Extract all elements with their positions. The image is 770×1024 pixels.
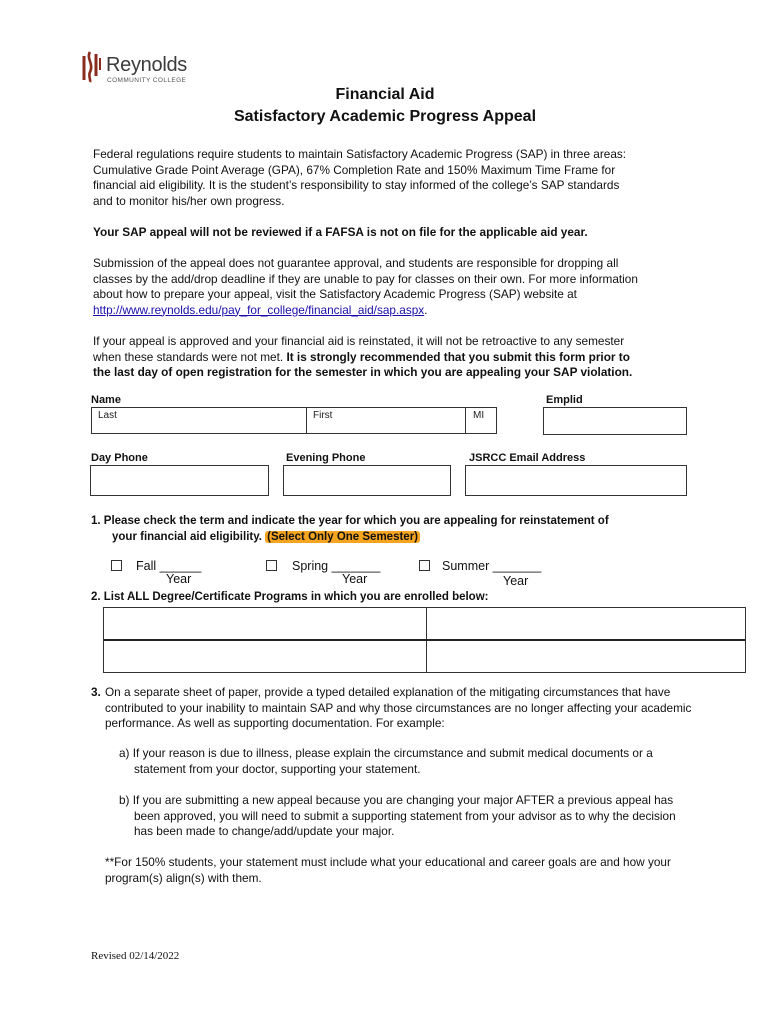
retroactive-paragraph bbox=[93, 334, 693, 381]
evening-phone-label: Evening Phone bbox=[286, 452, 366, 464]
evening-phone-field[interactable] bbox=[283, 465, 451, 496]
intro-paragraph bbox=[93, 147, 693, 209]
first-name-label: First bbox=[313, 410, 333, 421]
question-2: 2. List ALL Degree/Certificate Programs in which you are enrolled below: bbox=[91, 591, 489, 603]
last-name-label: Last bbox=[98, 410, 117, 421]
last-name-field[interactable] bbox=[91, 407, 307, 434]
150-percent-note bbox=[105, 855, 745, 886]
email-field[interactable] bbox=[465, 465, 687, 496]
day-phone-label: Day Phone bbox=[91, 452, 148, 464]
first-name-field[interactable] bbox=[306, 407, 466, 434]
link-suffix: . bbox=[424, 302, 428, 317]
submission-paragraph bbox=[93, 256, 693, 318]
fall-year-label: Year bbox=[166, 572, 192, 586]
fall-term-label: Fall ______ bbox=[136, 559, 202, 573]
retroactive-text: when these standards were not met. bbox=[93, 349, 287, 364]
spring-year-label: Year bbox=[342, 572, 368, 586]
intro-line: financial aid eligibility. It is the student’s responsibility to stay informed of the college’s SAP standards bbox=[93, 178, 620, 192]
select-one-highlight: (Select Only One Semester) bbox=[267, 531, 418, 543]
email-label: JSRCC Email Address bbox=[469, 452, 586, 464]
question-1-line bbox=[91, 529, 731, 545]
example-a-line: a) If your reason is due to illness, please explain the circumstance and submit medical documents or a bbox=[119, 746, 653, 760]
submission-line: classes by the add/drop deadline if they are unable to pay for classes on their own. For more information bbox=[93, 271, 638, 286]
page-title: Financial Aid bbox=[335, 86, 435, 103]
spring-checkbox[interactable] bbox=[266, 560, 277, 571]
question-1 bbox=[91, 513, 731, 545]
fafsa-notice: Your SAP appeal will not be reviewed if a FAFSA is not on file for the applicable aid year. bbox=[93, 225, 588, 239]
intro-line: Cumulative Grade Point Average (GPA), 67% Completion Rate and 150% Maximum Time Frame for bbox=[93, 162, 616, 177]
middle-initial-field[interactable] bbox=[465, 407, 497, 434]
question-3-number: 3. bbox=[91, 685, 101, 699]
emplid-field[interactable] bbox=[543, 407, 687, 435]
fall-checkbox[interactable] bbox=[111, 560, 122, 571]
emplid-label: Emplid bbox=[546, 394, 583, 406]
submission-line: Submission of the appeal does not guarantee approval, and students are responsible for dropping all bbox=[93, 256, 619, 270]
question-1-line: 1. Please check the term and indicate the year for which you are appealing for reinstatement of bbox=[91, 515, 609, 527]
intro-line: and to monitor his/her own progress. bbox=[93, 193, 285, 208]
sap-website-link[interactable]: http://www.reynolds.edu/pay_for_college/financial_aid/sap.aspx bbox=[93, 302, 425, 317]
program-cell[interactable] bbox=[104, 608, 426, 639]
logo-subtitle: COMMUNITY COLLEGE bbox=[107, 77, 187, 84]
day-phone-field[interactable] bbox=[90, 465, 269, 496]
intro-line: Federal regulations require students to maintain Satisfactory Academic Progress (SAP) in three areas: bbox=[93, 147, 627, 161]
submission-link-line bbox=[93, 303, 693, 319]
recommendation-text: the last day of open registration for the semester in which you are appealing your SAP violation. bbox=[93, 365, 633, 379]
question-3 bbox=[105, 685, 745, 732]
note-line: program(s) align(s) with them. bbox=[105, 870, 262, 885]
reynolds-logo-icon bbox=[82, 50, 102, 84]
retroactive-line bbox=[93, 350, 693, 366]
programs-table bbox=[103, 607, 746, 673]
recommendation-text: It is strongly recommended that you submit this form prior to bbox=[286, 349, 630, 364]
program-cell[interactable] bbox=[104, 641, 426, 672]
example-b-line: b) If you are submitting a new appeal because you are changing your major AFTER a previous appeal has bbox=[119, 793, 674, 807]
question-3-line: performance. As well as supporting documentation. For example: bbox=[105, 716, 445, 730]
spring-term-label: Spring _______ bbox=[292, 559, 381, 573]
example-a bbox=[119, 746, 739, 777]
example-b-line: has been made to change/add/update your major. bbox=[134, 824, 395, 838]
retroactive-line: If your appeal is approved and your financial aid is reinstated, it will not be retroactive to any semester bbox=[93, 334, 625, 348]
summer-term-label: Summer _______ bbox=[442, 559, 542, 573]
summer-checkbox[interactable] bbox=[419, 560, 430, 571]
note-line: **For 150% students, your statement must include what your educational and career goals are and how your bbox=[105, 855, 671, 869]
question-3-line: On a separate sheet of paper, provide a typed detailed explanation of the mitigating circumstances that have bbox=[105, 685, 671, 699]
logo-name: Reynolds bbox=[106, 54, 187, 76]
example-a-line: statement from your doctor, supporting your statement. bbox=[134, 761, 421, 776]
question-3-line: contributed to your inability to maintain SAP and why those circumstances are no longer affecting your academic bbox=[105, 700, 692, 715]
example-b bbox=[119, 793, 739, 840]
middle-initial-label: MI bbox=[473, 410, 485, 421]
example-b-line: been approved, you will need to submit a supporting statement from your advisor as to why the decision bbox=[134, 808, 676, 823]
summer-year-label: Year bbox=[503, 574, 529, 588]
revised-date: Revised 02/14/2022 bbox=[91, 950, 180, 962]
page-subtitle: Satisfactory Academic Progress Appeal bbox=[233, 108, 537, 125]
program-cell[interactable] bbox=[427, 641, 745, 672]
question-1-text: your financial aid eligibility. bbox=[112, 531, 266, 543]
program-cell[interactable] bbox=[427, 608, 745, 639]
name-label: Name bbox=[91, 394, 121, 406]
submission-line: about how to prepare your appeal, visit the Satisfactory Academic Progress (SAP) website at bbox=[93, 287, 577, 301]
